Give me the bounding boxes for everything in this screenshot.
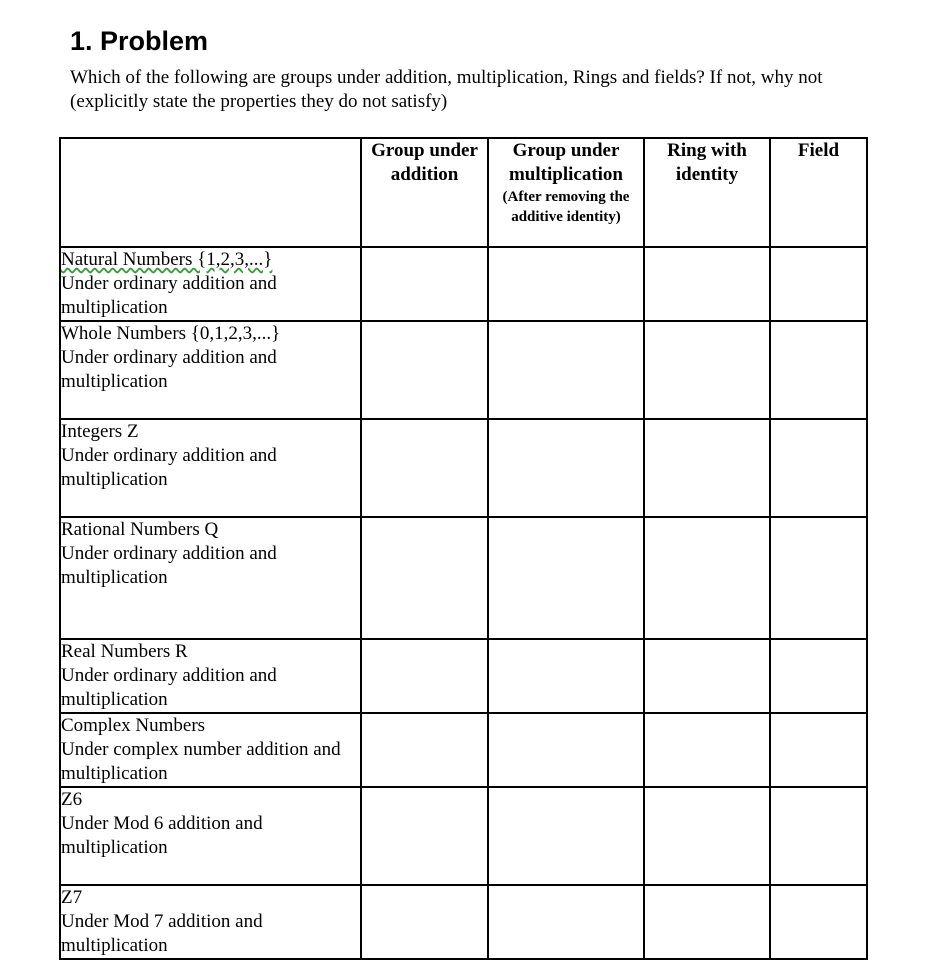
answer-cell-group-addition[interactable]	[361, 787, 488, 885]
answer-cell-ring-identity[interactable]	[644, 885, 770, 959]
row-label	[60, 639, 361, 713]
row-description: Under Mod 7 addition and multiplication	[61, 911, 263, 956]
row-label	[60, 517, 361, 639]
answer-cell-field[interactable]	[770, 787, 867, 885]
answer-cell-ring-identity[interactable]	[644, 247, 770, 321]
row-description: Under ordinary addition and multiplication	[61, 665, 277, 710]
table-header-row	[60, 138, 867, 247]
answer-cell-group-multiplication[interactable]	[488, 419, 644, 517]
answer-cell-group-addition[interactable]	[361, 713, 488, 787]
answer-cell-ring-identity[interactable]	[644, 787, 770, 885]
header-group-multiplication-label: Group under multiplication	[508, 140, 623, 185]
table-row	[60, 517, 867, 639]
table-row	[60, 713, 867, 787]
row-label	[60, 885, 361, 959]
answer-cell-group-multiplication[interactable]	[488, 321, 644, 419]
answer-cell-field[interactable]	[770, 885, 867, 959]
classification-table	[59, 137, 868, 960]
answer-cell-group-multiplication[interactable]	[488, 787, 644, 885]
answer-cell-ring-identity[interactable]	[644, 517, 770, 639]
header-field: Field	[770, 138, 867, 247]
row-label	[60, 787, 361, 885]
answer-cell-ring-identity[interactable]	[644, 419, 770, 517]
table-row	[60, 639, 867, 713]
spellcheck-underline: Natural Numbers {1,2,3,...}	[61, 249, 273, 270]
header-group-multiplication	[488, 138, 644, 247]
answer-cell-group-multiplication[interactable]	[488, 517, 644, 639]
answer-cell-group-addition[interactable]	[361, 885, 488, 959]
answer-cell-group-addition[interactable]	[361, 419, 488, 517]
table-row	[60, 321, 867, 419]
table-row	[60, 419, 867, 517]
table-row	[60, 787, 867, 885]
row-label	[60, 713, 361, 787]
row-title: Whole Numbers {0,1,2,3,...}	[61, 323, 281, 344]
row-description: Under ordinary addition and multiplication	[61, 445, 277, 490]
row-title: Rational Numbers Q	[61, 519, 219, 540]
answer-cell-field[interactable]	[770, 321, 867, 419]
answer-cell-group-addition[interactable]	[361, 517, 488, 639]
row-title: Complex Numbers	[61, 715, 206, 736]
header-group-multiplication-note: (After removing the additive identity)	[502, 189, 630, 225]
answer-cell-group-addition[interactable]	[361, 247, 488, 321]
row-description: Under Mod 6 addition and multiplication	[61, 813, 263, 858]
row-description: Under ordinary addition and multiplication	[61, 273, 277, 318]
answer-cell-field[interactable]	[770, 713, 867, 787]
problem-instructions: Which of the following are groups under addition, multiplication, Rings and fields? If not, why not (explicitly state the properties they do not satisfy)	[70, 67, 823, 112]
answer-cell-ring-identity[interactable]	[644, 639, 770, 713]
row-title: Z7	[61, 887, 83, 908]
header-ring-identity: Ring with identity	[644, 138, 770, 247]
page-title: 1. Problem	[70, 26, 209, 56]
answer-cell-ring-identity[interactable]	[644, 321, 770, 419]
row-description: Under complex number addition and multiplication	[61, 739, 341, 784]
answer-cell-group-multiplication[interactable]	[488, 885, 644, 959]
row-title: Integers Z	[61, 421, 139, 442]
answer-cell-ring-identity[interactable]	[644, 713, 770, 787]
answer-cell-field[interactable]	[770, 419, 867, 517]
answer-cell-group-multiplication[interactable]	[488, 639, 644, 713]
row-title: Z6	[61, 789, 83, 810]
row-label	[60, 247, 361, 321]
answer-cell-group-addition[interactable]	[361, 639, 488, 713]
row-description: Under ordinary addition and multiplication	[61, 543, 277, 588]
answer-cell-field[interactable]	[770, 517, 867, 639]
row-title	[61, 248, 360, 272]
row-label	[60, 321, 361, 419]
answer-cell-group-multiplication[interactable]	[488, 247, 644, 321]
row-title: Real Numbers R	[61, 641, 188, 662]
answer-cell-group-multiplication[interactable]	[488, 713, 644, 787]
answer-cell-field[interactable]	[770, 247, 867, 321]
table-row	[60, 247, 867, 321]
table-row	[60, 885, 867, 959]
answer-cell-group-addition[interactable]	[361, 321, 488, 419]
row-label	[60, 419, 361, 517]
row-description: Under ordinary addition and multiplication	[61, 347, 277, 392]
header-blank	[60, 138, 361, 247]
header-group-addition: Group under addition	[361, 138, 488, 247]
answer-cell-field[interactable]	[770, 639, 867, 713]
